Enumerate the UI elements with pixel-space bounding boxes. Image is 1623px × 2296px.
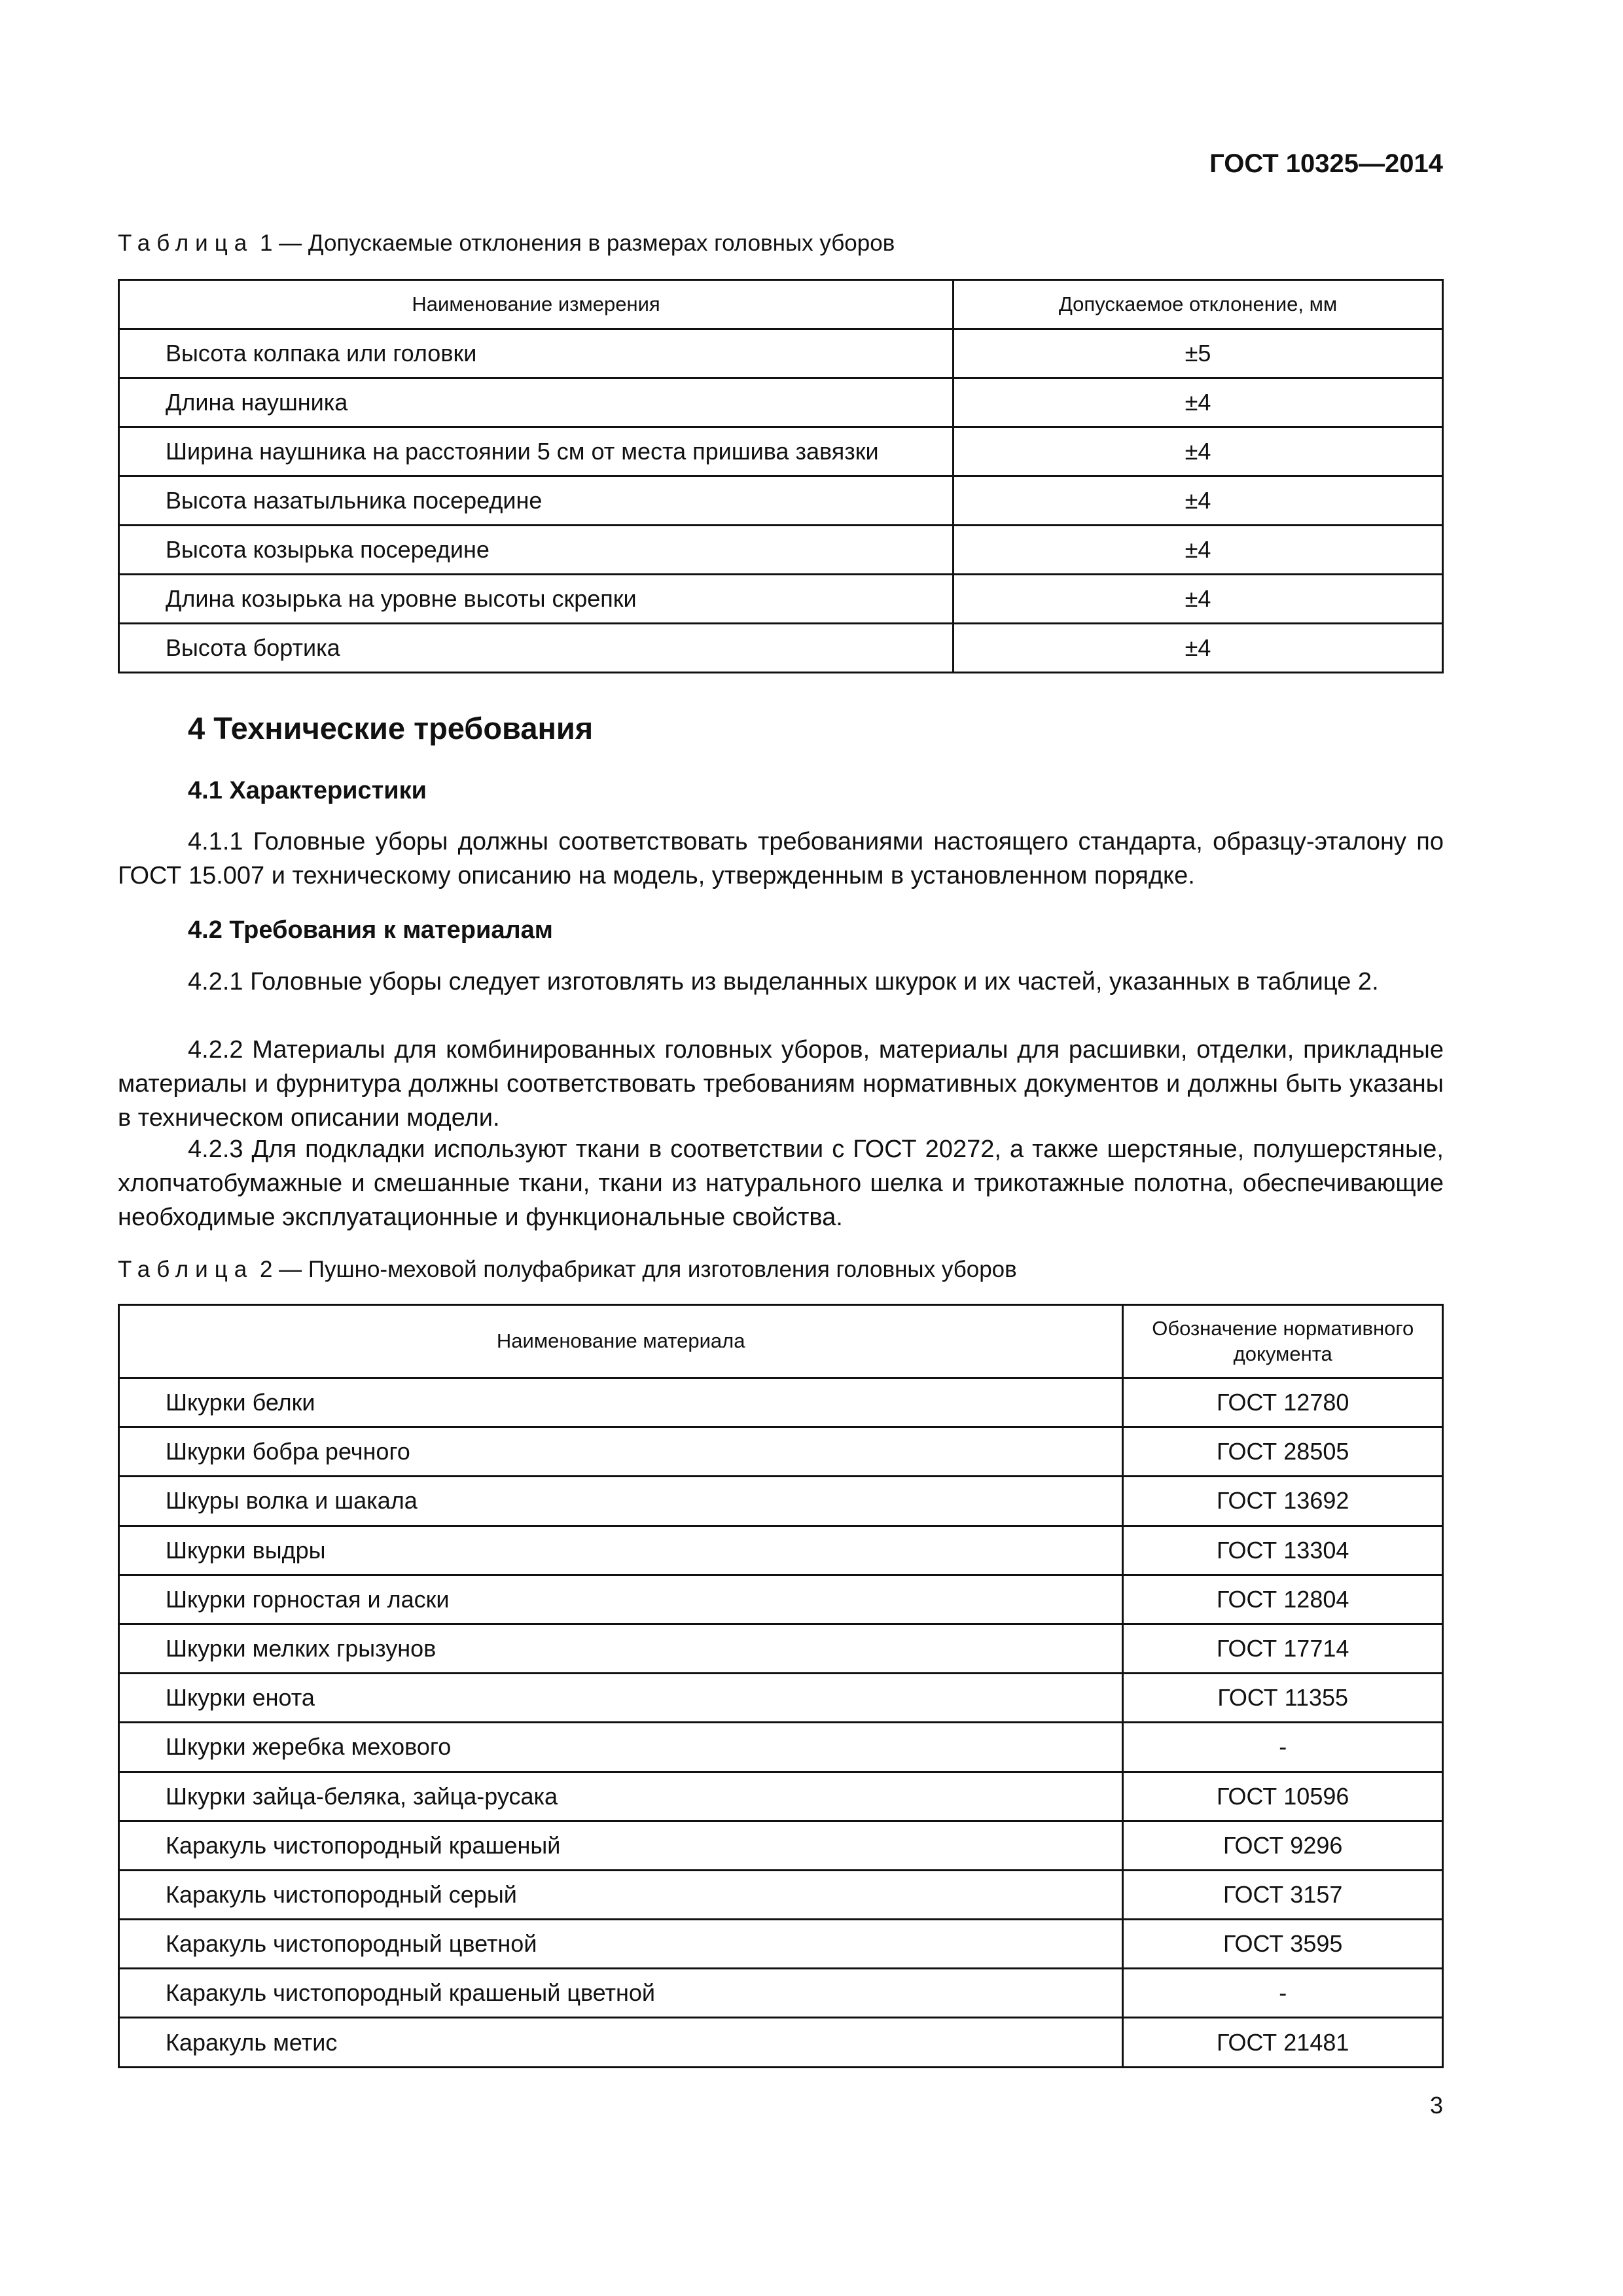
- column-header: Наименование материала: [119, 1305, 1123, 1378]
- table-row: [119, 1821, 1443, 1870]
- standard-code: ГОСТ 9296: [1123, 1821, 1443, 1870]
- material-name: Каракуль чистопородный крашеный: [119, 1821, 1123, 1870]
- material-name: Каракуль чистопородный серый: [119, 1870, 1123, 1919]
- material-name: Каракуль чистопородный крашеный цветной: [119, 1969, 1123, 2018]
- paragraph-4-2-1: [118, 965, 1444, 999]
- page-number: 3: [1429, 2092, 1443, 2119]
- deviation-value: ±4: [954, 526, 1443, 575]
- fur-materials-table: [118, 1304, 1444, 2068]
- material-name: Шкурки бобра речного: [119, 1427, 1123, 1477]
- paragraph-4-2-2: [118, 1033, 1444, 1135]
- measurement-name: Высота бортика: [119, 624, 954, 673]
- standard-code: ГОСТ 10596: [1123, 1772, 1443, 1821]
- table1-caption: [118, 230, 1446, 257]
- table-row: [119, 1674, 1443, 1723]
- deviation-value: ±4: [954, 624, 1443, 673]
- column-header: Допускаемое отклонение, мм: [954, 280, 1443, 329]
- subsection-heading: 4.1 Характеристики: [188, 777, 427, 804]
- table-row: [119, 2018, 1443, 2067]
- material-name: Шкурки белки: [119, 1378, 1123, 1427]
- deviation-value: ±5: [954, 329, 1443, 378]
- standard-code: ГОСТ 13304: [1123, 1526, 1443, 1575]
- table-row: [119, 476, 1443, 526]
- table-row: [119, 329, 1443, 378]
- column-header: Наименование измерения: [119, 280, 954, 329]
- table-row: [119, 1477, 1443, 1526]
- standard-code: ГОСТ 3157: [1123, 1870, 1443, 1919]
- table1-caption-number: 1: [259, 230, 273, 256]
- measurement-name: Высота назатыльника посередине: [119, 476, 954, 526]
- table-row: [119, 1723, 1443, 1772]
- standard-code: ГОСТ 17714: [1123, 1624, 1443, 1673]
- material-name: Шкурки зайца-беляка, зайца-русака: [119, 1772, 1123, 1821]
- table-row: [119, 1920, 1443, 1969]
- deviation-value: ±4: [954, 378, 1443, 427]
- table-row: [119, 624, 1443, 673]
- paragraph-text: 4.2.3 Для подкладки используют ткани в соответствии с ГОСТ 20272, а также шерстяные, полушерстяные, хлопчатобумажные и смешанные ткани, ткани из натурального шелка и трикотажные полотна, обеспечивающие необходимые эксплуатационные и функциональные свойства.: [118, 1136, 1444, 1231]
- paragraph-text: 4.1.1 Головные уборы должны соответствовать требованиями настоящего стандарта, образцу-эталону по ГОСТ 15.007 и техническому описанию на модель, утвержденным в установленном порядке.: [118, 828, 1444, 889]
- material-name: Шкурки горностая и ласки: [119, 1575, 1123, 1624]
- table-row: [119, 1427, 1443, 1477]
- document-code: ГОСТ 10325—2014: [1209, 149, 1443, 178]
- material-name: Шкурки жеребка мехового: [119, 1723, 1123, 1772]
- table-header-row: [119, 280, 1443, 329]
- deviation-value: ±4: [954, 575, 1443, 624]
- deviations-table: [118, 279, 1444, 673]
- measurement-name: Высота колпака или головки: [119, 329, 954, 378]
- material-name: Шкуры волка и шакала: [119, 1477, 1123, 1526]
- deviation-value: ±4: [954, 476, 1443, 526]
- table1-caption-text: — Допускаемые отклонения в размерах головных уборов: [279, 230, 895, 256]
- measurement-name: Длина наушника: [119, 378, 954, 427]
- table-row: [119, 1772, 1443, 1821]
- table-row: [119, 427, 1443, 476]
- measurement-name: Ширина наушника на расстоянии 5 см от места пришива завязки: [119, 427, 954, 476]
- table-row: [119, 378, 1443, 427]
- standard-code: ГОСТ 12804: [1123, 1575, 1443, 1624]
- standard-code: -: [1123, 1723, 1443, 1772]
- table-row: [119, 1969, 1443, 2018]
- material-name: Каракуль чистопородный цветной: [119, 1920, 1123, 1969]
- standard-code: ГОСТ 12780: [1123, 1378, 1443, 1427]
- table2-caption-text: — Пушно-меховой полуфабрикат для изготовления головных уборов: [279, 1257, 1017, 1282]
- table2-caption-number: 2: [259, 1257, 273, 1282]
- subsection-heading: 4.2 Требования к материалам: [188, 916, 553, 944]
- table2-caption-label: Таблица: [118, 1257, 254, 1282]
- measurement-name: Высота козырька посередине: [119, 526, 954, 575]
- standard-code: ГОСТ 3595: [1123, 1920, 1443, 1969]
- measurement-name: Длина козырька на уровне высоты скрепки: [119, 575, 954, 624]
- standard-code: ГОСТ 21481: [1123, 2018, 1443, 2067]
- table1-caption-label: Таблица: [118, 230, 254, 256]
- standard-code: -: [1123, 1969, 1443, 2018]
- standard-code: ГОСТ 13692: [1123, 1477, 1443, 1526]
- table2-caption: [118, 1257, 1446, 1283]
- standard-code: ГОСТ 28505: [1123, 1427, 1443, 1477]
- table-header-row: [119, 1305, 1443, 1378]
- table-row: [119, 575, 1443, 624]
- paragraph-text: 4.2.1 Головные уборы следует изготовлять из выделанных шкурок и их частей, указанных в таблице 2.: [188, 968, 1379, 996]
- paragraph-text: 4.2.2 Материалы для комбинированных головных уборов, материалы для расшивки, отделки, прикладные материалы и фурнитура должны соответствовать требованиям нормативных документов и должны быть указаны в техническом описании модели.: [118, 1036, 1444, 1132]
- standard-code: ГОСТ 11355: [1123, 1674, 1443, 1723]
- table-row: [119, 1870, 1443, 1919]
- material-name: Шкурки мелких грызунов: [119, 1624, 1123, 1673]
- table-row: [119, 1526, 1443, 1575]
- paragraph-4-1-1: [118, 825, 1444, 893]
- material-name: Шкурки енота: [119, 1674, 1123, 1723]
- table-row: [119, 1378, 1443, 1427]
- section-heading: 4 Технические требования: [188, 711, 594, 745]
- table-row: [119, 1575, 1443, 1624]
- material-name: Каракуль метис: [119, 2018, 1123, 2067]
- material-name: Шкурки выдры: [119, 1526, 1123, 1575]
- table-row: [119, 1624, 1443, 1673]
- table-row: [119, 526, 1443, 575]
- column-header: Обозначение нормативного документа: [1123, 1305, 1443, 1378]
- paragraph-4-2-3: [118, 1132, 1444, 1234]
- deviation-value: ±4: [954, 427, 1443, 476]
